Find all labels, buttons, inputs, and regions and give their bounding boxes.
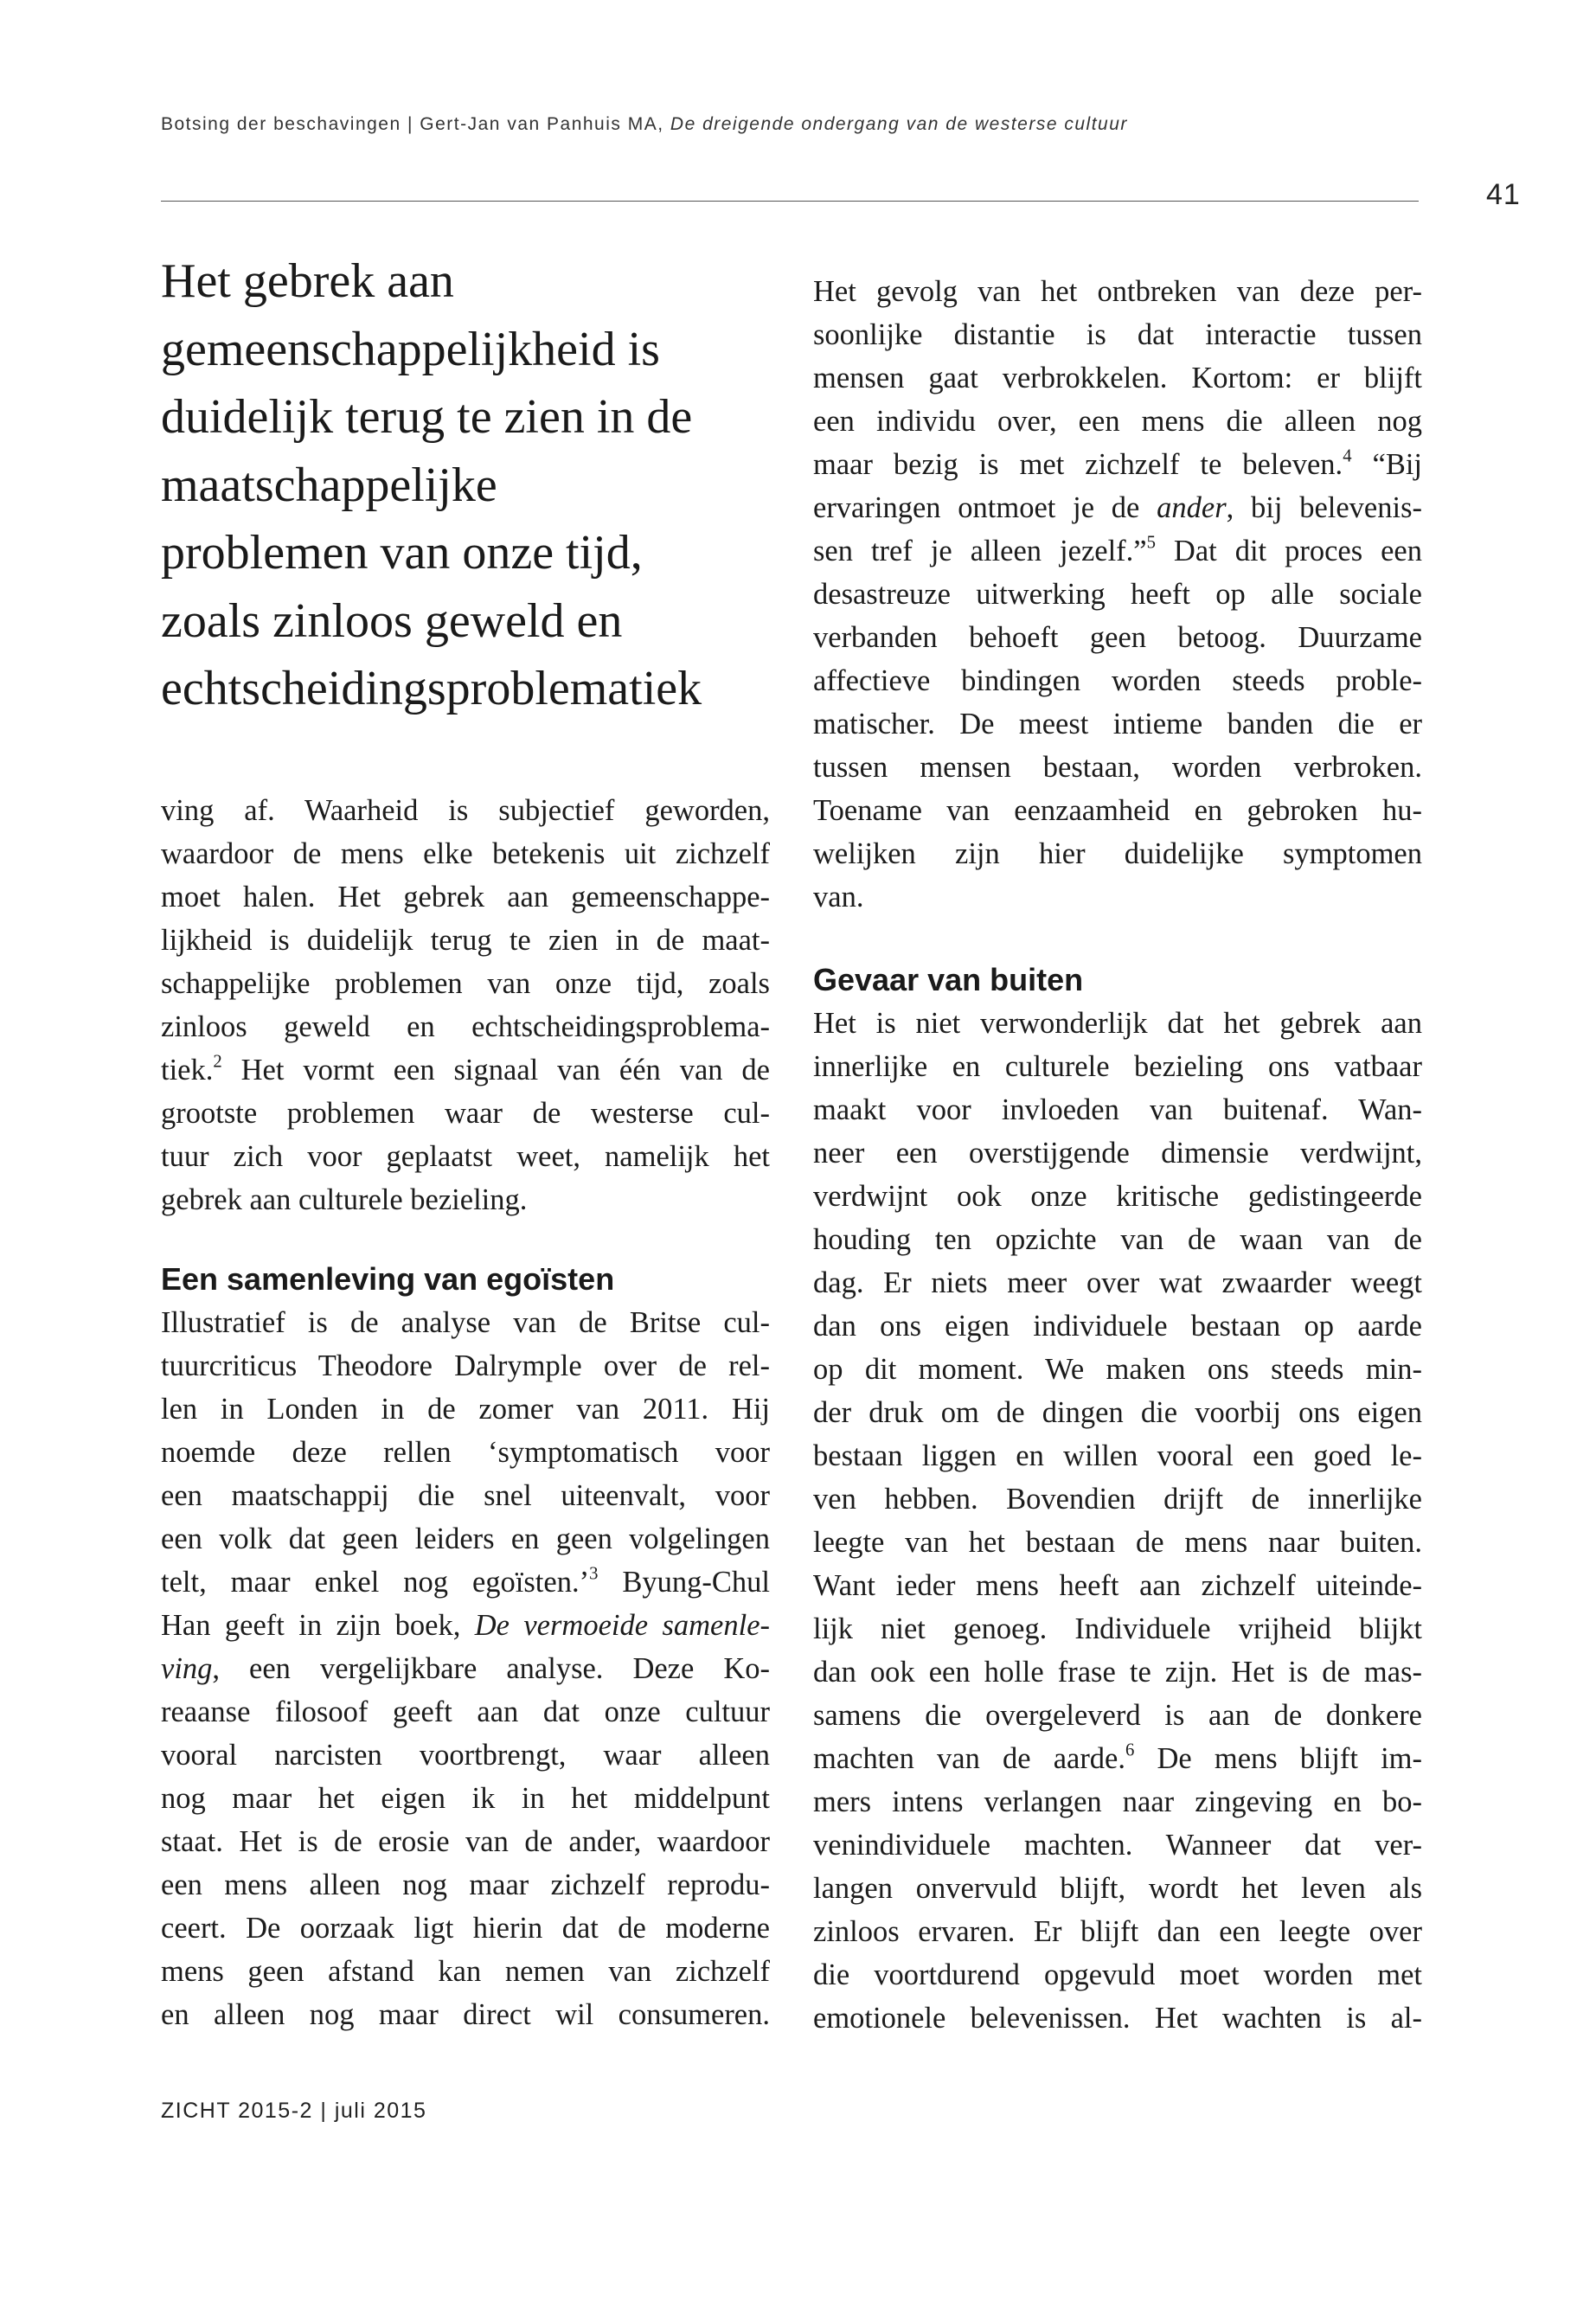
text-line: dan ook een holle frase te zijn. Het is de mas- <box>813 1656 1422 1689</box>
text-line: Want ieder mens heeft aan zichzelf uiteinde- <box>813 1569 1422 1602</box>
text-segment: , een vergelijkbare analyse. Deze Ko- <box>212 1652 770 1685</box>
text-line: lijkheid is duidelijk terug te zien in de maat- <box>161 924 770 957</box>
section-heading-egoisten: Een samenleving van egoïsten <box>161 1261 615 1297</box>
text-line: noemde deze rellen ‘symptomatisch voor <box>161 1436 770 1469</box>
text-segment: telt, maar enkel nog egoïsten.’ <box>161 1566 590 1599</box>
footnote-ref-5: 5 <box>1146 533 1156 553</box>
left-column <box>161 789 770 2036</box>
text-line: Illustratief is de analyse van de Britse cul- <box>161 1306 770 1339</box>
page-footer: ZICHT 2015-2 | juli 2015 <box>161 2099 427 2123</box>
footnote-ref-3: 3 <box>589 1564 599 1584</box>
text-line: maakt voor invloeden van buitenaf. Wan- <box>813 1093 1422 1126</box>
text-segment: Han geeft in zijn boek, <box>161 1609 475 1642</box>
text-line: zinloos geweld en echtscheidingsproblema- <box>161 1010 770 1043</box>
pull-quote-line: duidelijk terug te zien in de <box>161 390 693 444</box>
text-line: gebrek aan culturele bezieling. <box>161 1183 528 1216</box>
text-segment: De mens blijft im- <box>1134 1742 1422 1775</box>
text-line: bestaan liggen en willen vooral een goed le- <box>813 1439 1422 1472</box>
running-head-text: Botsing der beschavingen | Gert-Jan van Panhuis MA, <box>161 114 670 134</box>
text-line: zinloos ervaren. Er blijft dan een leegte over <box>813 1915 1422 1948</box>
text-line: neer een overstijgende dimensie verdwijnt, <box>813 1137 1422 1170</box>
text-line: desastreuze uitwerking heeft op alle sociale <box>813 578 1422 611</box>
text-line: der druk om de dingen die voorbij ons eigen <box>813 1396 1422 1429</box>
section-heading-gevaar: Gevaar van buiten <box>813 962 1084 997</box>
text-line: houding ten opzichte van de waan van de <box>813 1223 1422 1256</box>
right-column <box>813 270 1422 2040</box>
text-line: moet halen. Het gebrek aan gemeenschappe- <box>161 881 770 913</box>
text-line: innerlijke en culturele bezieling ons vatbaar <box>813 1050 1422 1083</box>
text-line: mensen gaat verbrokkelen. Kortom: er blijft <box>813 362 1422 394</box>
text-line: grootste problemen waar de westerse cul- <box>161 1097 770 1130</box>
text-line: staat. Het is de erosie van de ander, waardoor <box>161 1825 770 1858</box>
text-line: venindividuele machten. Wanneer dat ver- <box>813 1829 1422 1862</box>
text-line: een mens alleen nog maar zichzelf reprodu- <box>161 1868 770 1901</box>
text-line: een individu over, een mens die alleen nog <box>813 405 1422 438</box>
text-line: samens die overgeleverd is aan de donkere <box>813 1699 1422 1732</box>
pull-quote-line: echtscheidingsproblematiek <box>161 662 702 715</box>
text-line <box>161 1604 770 1647</box>
text-segment: Byung-Chul <box>598 1566 770 1599</box>
footnote-ref-6: 6 <box>1125 1740 1135 1760</box>
text-segment: maar bezig is met zichzelf te beleven. <box>813 448 1343 481</box>
text-line: welijken zijn hier duidelijke symptomen <box>813 837 1422 870</box>
text-line: nog maar het eigen ik in het middelpunt <box>161 1782 770 1815</box>
text-line: vooral narcisten voortbrengt, waar alleen <box>161 1739 770 1772</box>
running-head-article-title: De dreigende ondergang van de westerse cultuur <box>670 114 1128 134</box>
text-line: lijk niet genoeg. Individuele vrijheid blijkt <box>813 1612 1422 1645</box>
pull-quote-line: problemen van onze tijd, <box>161 526 643 580</box>
text-line: affectieve bindingen worden steeds proble- <box>813 664 1422 697</box>
text-line: tuur zich voor geplaatst weet, namelijk het <box>161 1140 770 1173</box>
text-line: reaanse filosoof geeft aan dat onze cultuur <box>161 1695 770 1728</box>
text-line: van. <box>813 881 864 913</box>
text-line: verdwijnt ook onze kritische gedistingeerde <box>813 1180 1422 1213</box>
text-line: dan ons eigen individuele bestaan op aarde <box>813 1310 1422 1343</box>
text-line: len in Londen in de zomer van 2011. Hij <box>161 1393 770 1426</box>
text-line: ceert. De oorzaak ligt hierin dat de moderne <box>161 1912 770 1945</box>
text-segment: machten van de aarde. <box>813 1742 1125 1775</box>
text-segment: Dat dit proces een <box>1155 535 1422 567</box>
text-line: waardoor de mens elke betekenis uit zichzelf <box>161 837 770 870</box>
text-line: tussen mensen bestaan, worden verbroken. <box>813 751 1422 784</box>
right-paragraph-1 <box>813 270 1422 919</box>
text-line: soonlijke distantie is dat interactie tussen <box>813 318 1422 351</box>
running-head <box>161 114 1424 135</box>
text-line: mers intens verlangen naar zingeving en bo- <box>813 1785 1422 1818</box>
pull-quote-line: gemeenschappelijkheid is <box>161 322 660 376</box>
text-segment: Het vormt een signaal van één van de <box>221 1054 770 1086</box>
text-line: een maatschappij die snel uiteenvalt, voor <box>161 1479 770 1512</box>
text-line: matischer. De meest intieme banden die er <box>813 708 1422 740</box>
text-line: een volk dat geen leiders en geen volgelingen <box>161 1522 770 1555</box>
text-line: ven hebben. Bovendien drijft de innerlijke <box>813 1483 1422 1516</box>
text-segment: sen tref je alleen jezelf.” <box>813 535 1147 567</box>
text-line <box>161 1561 770 1604</box>
text-line <box>813 486 1422 529</box>
footnote-ref-2: 2 <box>213 1052 222 1072</box>
text-segment: “Bij <box>1351 448 1422 481</box>
text-line: leegte van het bestaan de mens naar buiten. <box>813 1526 1422 1559</box>
book-title: De vermoeide samenle- <box>474 1609 770 1642</box>
text-line <box>813 443 1422 486</box>
text-line: Toename van eenzaamheid en gebroken hu- <box>813 794 1422 827</box>
page-number: 41 <box>1486 178 1521 211</box>
pull-quote <box>161 247 818 723</box>
left-paragraph-2 <box>161 1301 770 2036</box>
pull-quote-line: zoals zinloos geweld en <box>161 593 623 648</box>
text-line: schappelijke problemen van onze tijd, zoals <box>161 967 770 1000</box>
pull-quote-line: maatschappelijke <box>161 458 497 512</box>
footnote-ref-4: 4 <box>1343 446 1352 466</box>
text-line: verbanden behoeft geen betoog. Duurzame <box>813 621 1422 654</box>
text-line <box>161 1647 770 1690</box>
text-line: emotionele belevenissen. Het wachten is al- <box>813 2002 1422 2035</box>
right-paragraph-2 <box>813 1002 1422 2040</box>
emphasis-ander: ander <box>1157 491 1227 524</box>
text-line: mens geen afstand kan nemen van zichzelf <box>161 1955 770 1988</box>
book-title: ving <box>161 1652 213 1685</box>
text-line: ving af. Waarheid is subjectief geworden, <box>161 794 770 827</box>
header-rule <box>161 201 1419 202</box>
left-paragraph-1 <box>161 789 770 1221</box>
text-line <box>161 1048 770 1092</box>
text-line: dag. Er niets meer over wat zwaarder weegt <box>813 1266 1422 1299</box>
text-segment: tiek. <box>161 1054 214 1086</box>
text-segment: ervaringen ontmoet je de <box>813 491 1157 524</box>
text-line: tuurcriticus Theodore Dalrymple over de rel- <box>161 1349 770 1382</box>
text-line: en alleen nog maar direct wil consumeren. <box>161 1998 770 2031</box>
text-segment: , bij belevenis- <box>1226 491 1422 524</box>
text-line: die voortdurend opgevuld moet worden met <box>813 1958 1422 1991</box>
pull-quote-line: Het gebrek aan <box>161 254 454 308</box>
text-line: langen onvervuld blijft, wordt het leven als <box>813 1872 1422 1905</box>
text-line <box>813 529 1422 573</box>
text-line <box>813 1737 1422 1780</box>
text-line: Het is niet verwonderlijk dat het gebrek aan <box>813 1007 1422 1040</box>
text-line: op dit moment. We maken ons steeds min- <box>813 1353 1422 1386</box>
text-line: Het gevolg van het ontbreken van deze per- <box>813 275 1422 308</box>
